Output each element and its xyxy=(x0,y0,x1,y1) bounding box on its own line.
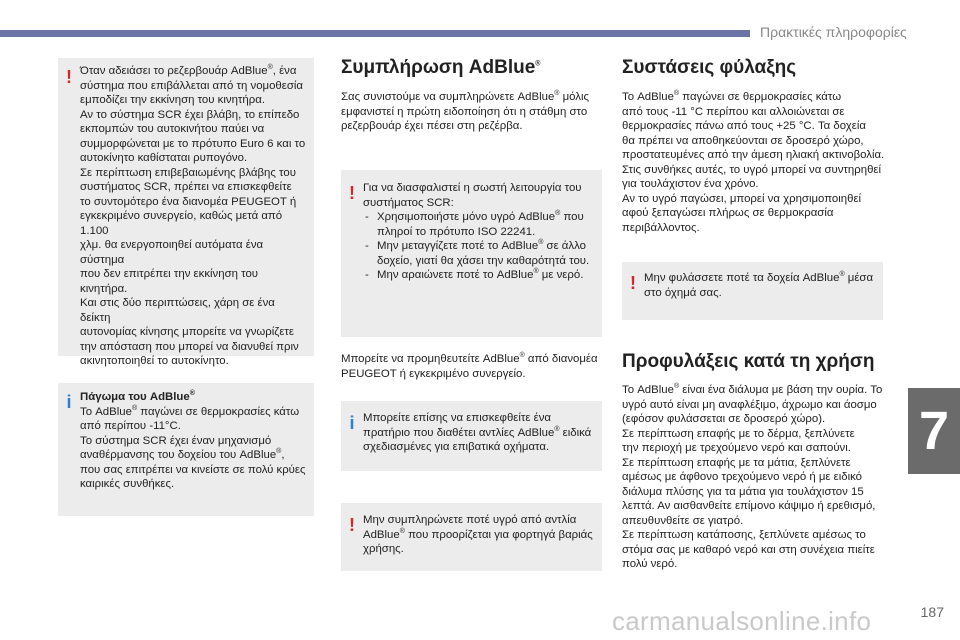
text-line: απευθυνθείτε σε γιατρό. xyxy=(622,514,744,527)
page-number: 187 xyxy=(920,604,944,620)
info-icon: i xyxy=(349,413,355,433)
text-line: προστατευμένες από την άμεση ηλιακή ακτινοβολία. xyxy=(622,149,885,161)
text-line: την περιοχή με τρεχούμενο νερό και σαπούνι. xyxy=(622,442,851,454)
text-line: για τουλάχιστον ένα χρόνο. xyxy=(622,178,759,190)
warning-icon: ! xyxy=(349,515,355,535)
text-line: θερμοκρασίες πάνω από τους +25 °C. Τα δοχεία xyxy=(622,120,866,132)
adblue-freezing-title: Πάγωμα του AdBlue® xyxy=(80,390,195,403)
text-line: στο όχημά σας. xyxy=(644,286,722,299)
info-icon: i xyxy=(66,392,72,412)
scr-operation-list xyxy=(363,210,594,283)
watermark: carmanualsonline.info xyxy=(612,606,872,636)
text-line: Το σύστημα SCR έχει έναν μηχανισμό xyxy=(80,434,272,447)
text-line: αμέσως με άφθονο τρεχούμενο νερό ή με ειδικό xyxy=(622,471,863,483)
text-line: Σε περίπτωση επαφής με τα μάτια, ξεπλύνετε xyxy=(622,456,851,469)
text-line: πολύ νερό. xyxy=(622,558,678,570)
text-line: καιρικές συνθήκες. xyxy=(80,478,175,490)
adblue-supply-text xyxy=(341,352,603,381)
text-line: χρήσης. xyxy=(363,543,404,555)
text-line: σύστημα που επιβάλλεται από τη νομοθεσία xyxy=(80,79,303,92)
text-line: υγρό αυτό είναι μη αναφλέξιμο, άχρωμο και άοσμο xyxy=(622,398,877,411)
text-line: από τους -11 °C περίπου και αλλοιώνεται σε xyxy=(622,105,845,118)
adblue-pump-info-text xyxy=(363,411,594,455)
list-item-line: - Μην αραιώνετε ποτέ το AdBlue® με νερό. xyxy=(377,268,584,281)
text-line: εμποδίζει την εκκίνηση του κινητήρα. xyxy=(80,94,265,106)
list-item xyxy=(363,210,594,239)
text-line: (εφόσον φυλάσσεται σε δροσερό χώρο). xyxy=(622,413,826,425)
text-line: Αν το υγρό παγώσει, μπορεί να χρησιμοποιηθεί xyxy=(622,192,862,205)
scr-failure-warning-text xyxy=(80,64,306,369)
storage-text xyxy=(622,90,892,235)
text-line: θα πρέπει να αποθηκεύονται σε δροσερό χώρο, xyxy=(622,134,864,147)
list-item-line: πληροί το πρότυπο ISO 22241. xyxy=(377,225,536,238)
text-line: συμμορφώνεται με το πρότυπο Euro 6 και το xyxy=(80,137,306,150)
text-line: διάλυμα πλύσης για τα μάτια για τουλάχιστον 15 xyxy=(622,485,864,498)
text-line: από περίπου -11°C. xyxy=(80,420,181,432)
text-line: Για να διασφαλιστεί η σωστή λειτουργία του xyxy=(363,182,582,194)
text-line: PEUGEOT ή εγκεκριμένο συνεργείο. xyxy=(341,367,526,380)
scr-operation-warning-box xyxy=(341,170,602,337)
text-line: Μην συμπληρώνετε ποτέ υγρό από αντλία xyxy=(363,514,577,526)
text-line: Μην φυλάσσετε ποτέ τα δοχεία AdBlue® μέσα xyxy=(644,271,874,284)
text-line: το συντομότερο ένα διανομέα PEUGEOT ή xyxy=(80,195,297,208)
text-line: εκπομπών του αυτοκινήτου παύει να xyxy=(80,123,265,135)
text-line: την απόσταση που μπορεί να διανυθεί πριν xyxy=(80,340,299,353)
text-line: αυτοκίνητο καθίσταται ρυπογόνο. xyxy=(80,152,248,164)
adblue-freezing-text xyxy=(80,405,306,492)
adblue-refill-intro xyxy=(341,90,603,134)
section-title: Πρακτικές πληροφορίες xyxy=(760,24,907,40)
list-item xyxy=(363,239,594,268)
storage-heading: Συστάσεις φύλαξης xyxy=(622,57,797,78)
text-line: εγκεκριμένο συνεργείο, καθώς μετά από 1.100 xyxy=(80,210,283,237)
text-line: Μπορείτε να προμηθευτείτε AdBlue® από διανομέα xyxy=(341,352,598,365)
text-line: ακινητοποιηθεί το αυτοκίνητο. xyxy=(80,355,229,367)
truck-pump-warning-box xyxy=(341,503,602,571)
text-line: Το AdBlue® παγώνει σε θερμοκρασίες κάτω xyxy=(80,404,300,418)
list-item-line: δοχείο, γιατί θα χάσει την καθαρότητά του. xyxy=(377,254,590,267)
text-line: που σας επιτρέπει να κινείστε σε πολύ κρύες xyxy=(80,463,306,476)
text-line: Μπορείτε επίσης να επισκεφθείτε ένα xyxy=(363,412,551,424)
text-line: συστήματος SCR, πρέπει να επισκεφθείτε xyxy=(80,181,292,193)
text-line: αφού ξεπαγώσει πλήρως σε θερμοκρασία xyxy=(622,207,834,219)
text-line: Και στις δύο περιπτώσεις, χάρη σε ένα δείκτη xyxy=(80,297,275,324)
text-line: που δεν επιτρέπει την εκκίνηση του κινητήρα. xyxy=(80,268,259,295)
text-line: Αν το σύστημα SCR έχει βλάβη, το επίπεδο xyxy=(80,108,300,121)
text-line: Το AdBlue® παγώνει σε θερμοκρασίες κάτω xyxy=(622,90,842,103)
text-line: Όταν αδειάσει το ρεζερβουάρ AdBlue®, ένα xyxy=(80,64,297,77)
chapter-tab: 7 xyxy=(908,388,960,474)
header-bar xyxy=(0,30,750,37)
precautions-heading: Προφυλάξεις κατά τη χρήση xyxy=(622,351,875,372)
text-line: αυτονομίας κίνησης μπορείτε να γνωρίζετε xyxy=(80,326,294,338)
text-line: AdBlue® που προορίζεται για φορτηγά βαριάς xyxy=(363,527,593,541)
text-line: Το AdBlue® είναι ένα διάλυμα με βάση την ουρία. Το xyxy=(622,383,883,396)
text-line: Σε περίπτωση κατάποσης, ξεπλύνετε αμέσως το xyxy=(622,529,866,541)
text-line: Σε περίπτωση επαφής με το δέρμα, ξεπλύνετε xyxy=(622,427,855,440)
text-line: λεπτά. Αν αισθανθείτε επίμονο κάψιμο ή ερεθισμό, xyxy=(622,500,876,512)
list-item xyxy=(363,268,594,283)
precautions-text xyxy=(622,383,892,572)
text-line: σχεδιασμένες για επιβατικά οχήματα. xyxy=(363,441,550,453)
text-line: περιβάλλοντος. xyxy=(622,221,700,234)
text-line: ρεζερβουάρ έχει πέσει στη ρεζέρβα. xyxy=(341,120,523,132)
adblue-refill-heading: Συμπλήρωση AdBlue® xyxy=(341,57,541,78)
text-line: πρατήριο που διαθέτει αντλίες AdBlue® ειδικά xyxy=(363,425,592,439)
storage-warning-text xyxy=(644,271,875,300)
warning-icon: ! xyxy=(630,273,636,293)
text-line: Στις συνθήκες αυτές, το υγρό μπορεί να συντηρηθεί xyxy=(622,163,882,176)
warning-icon: ! xyxy=(349,183,355,203)
list-item-line: - Χρησιμοποιήστε μόνο υγρό AdBlue® που xyxy=(377,210,584,223)
scr-operation-warning-text xyxy=(363,181,594,210)
adblue-pump-info-box xyxy=(341,401,602,471)
adblue-freezing-info-box xyxy=(58,383,314,516)
storage-warning-box xyxy=(622,262,883,320)
text-line: χλμ. θα ενεργοποιηθεί αυτόματα ένα σύστημα xyxy=(80,239,264,266)
text-line: στόμα σας με καθαρό νερό και στη συνέχεια πιείτε xyxy=(622,543,875,556)
text-line: Σας συνιστούμε να συμπληρώνετε AdBlue® μόλις xyxy=(341,90,590,103)
text-line: συστήματος SCR: xyxy=(363,196,454,209)
text-line: εμφανιστεί η πρώτη ειδοποίηση ότι η στάθμη στο xyxy=(341,105,588,118)
text-line: αναθέρμανσης του δοχείου του AdBlue®, xyxy=(80,448,285,461)
scr-failure-warning-box xyxy=(58,58,314,367)
truck-pump-warning-text xyxy=(363,513,594,557)
warning-icon: ! xyxy=(66,67,72,87)
text-line: Σε περίπτωση επιβεβαιωμένης βλάβης του xyxy=(80,166,296,179)
list-item-line: - Μην μεταγγίζετε ποτέ το AdBlue® σε άλλο xyxy=(377,239,586,252)
